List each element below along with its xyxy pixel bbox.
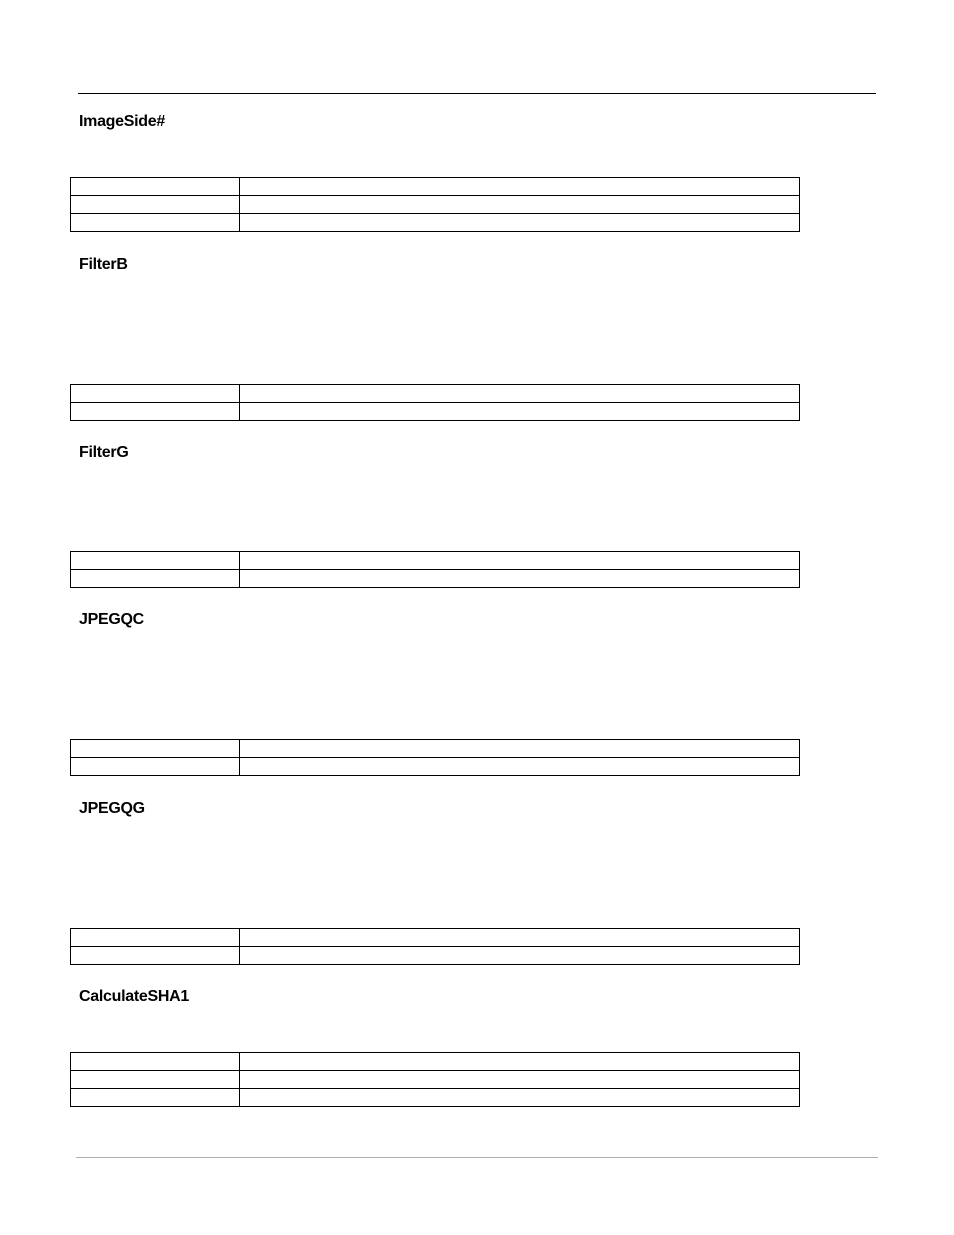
table-cell — [240, 929, 800, 947]
table-cell — [240, 178, 800, 196]
table-row — [71, 214, 800, 232]
table-row — [71, 1053, 800, 1071]
spec-table-jpegqg — [70, 928, 800, 965]
spec-table-filterb — [70, 384, 800, 421]
table-cell — [71, 758, 240, 776]
table-row — [71, 196, 800, 214]
section-heading-jpegqc: JPEGQC — [79, 611, 144, 628]
table-cell — [71, 740, 240, 758]
table-cell — [240, 552, 800, 570]
section-heading-imageside: ImageSide# — [79, 113, 165, 130]
spec-table-jpegqc — [70, 739, 800, 776]
section-heading-calculatesha1: CalculateSHA1 — [79, 988, 189, 1005]
table-row — [71, 1089, 800, 1107]
table-row — [71, 758, 800, 776]
table-cell — [240, 1089, 800, 1107]
table-cell — [71, 196, 240, 214]
table-cell — [71, 178, 240, 196]
table-cell — [71, 385, 240, 403]
spec-table-imageside — [70, 177, 800, 232]
table-cell — [240, 1071, 800, 1089]
section-heading-jpegqg: JPEGQG — [79, 800, 145, 817]
table-row — [71, 552, 800, 570]
table-cell — [240, 214, 800, 232]
table-cell — [240, 740, 800, 758]
table-cell — [240, 570, 800, 588]
table-cell — [240, 196, 800, 214]
table-row — [71, 740, 800, 758]
spec-table-calculatesha1 — [70, 1052, 800, 1107]
table-cell — [71, 1053, 240, 1071]
table-cell — [240, 1053, 800, 1071]
table-row — [71, 385, 800, 403]
table-cell — [71, 929, 240, 947]
table-cell — [71, 214, 240, 232]
section-heading-filterb: FilterB — [79, 256, 128, 273]
footer-rule — [76, 1157, 878, 1158]
table-row — [71, 1071, 800, 1089]
header-rule — [78, 93, 876, 94]
spec-table-filterg — [70, 551, 800, 588]
table-cell — [71, 570, 240, 588]
table-row — [71, 403, 800, 421]
table-cell — [71, 1089, 240, 1107]
table-cell — [71, 947, 240, 965]
table-cell — [240, 385, 800, 403]
table-cell — [240, 403, 800, 421]
table-row — [71, 570, 800, 588]
table-cell — [71, 1071, 240, 1089]
table-cell — [71, 552, 240, 570]
table-cell — [240, 758, 800, 776]
table-cell — [240, 947, 800, 965]
table-row — [71, 947, 800, 965]
table-row — [71, 178, 800, 196]
section-heading-filterg: FilterG — [79, 444, 129, 461]
table-row — [71, 929, 800, 947]
table-cell — [71, 403, 240, 421]
